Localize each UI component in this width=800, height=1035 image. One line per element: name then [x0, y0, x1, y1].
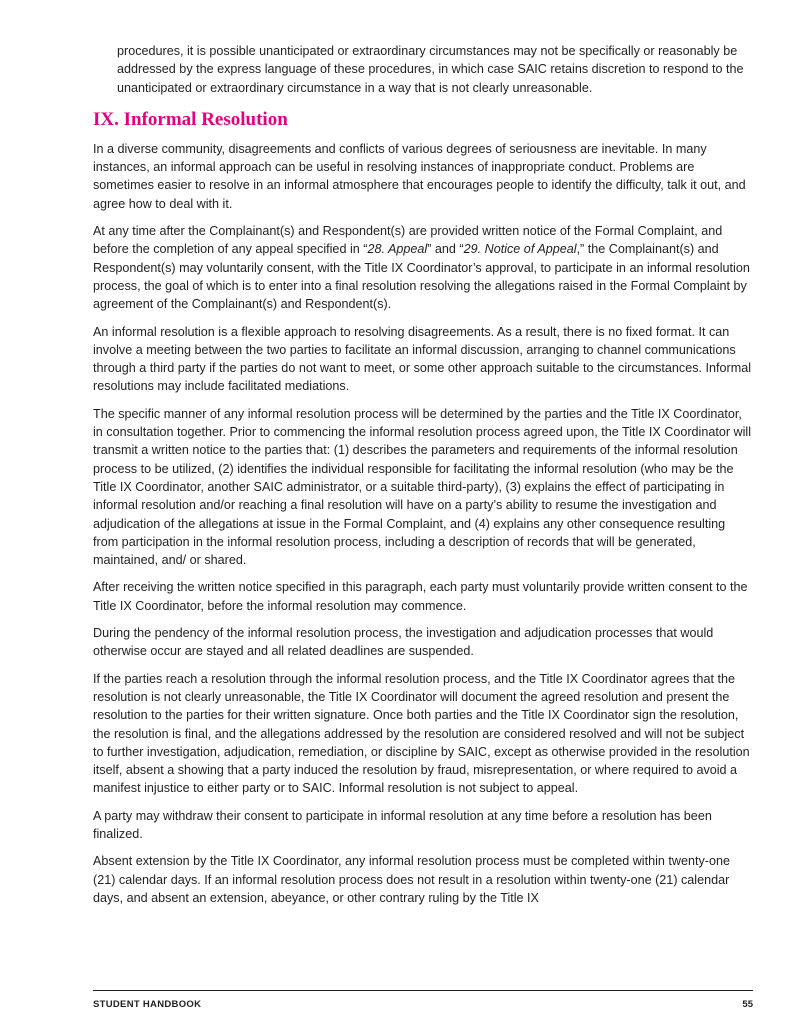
section-heading: IX. Informal Resolution: [93, 108, 288, 130]
paragraph-2-part-c: ,” the Complainant(s) and Respondent(s) may voluntarily consent, with the Title IX Coordinator’s approval, to participate in an informal resolution process, the goal of which is to enter into a final resolution resolving the allegations raised in the Formal Complaint by agreement of the Complainant(s) and Respondent(s).: [93, 242, 750, 312]
paragraph-6: During the pendency of the informal resolution process, the investigation and adjudication processes that would otherwise occur are stayed and all related deadlines are suspended.: [93, 626, 714, 659]
paragraph-4: The specific manner of any informal resolution process will be determined by the parties and the Title IX Coordinator, in consultation together. Prior to commencing the informal resolution process agreed upon, the Title IX Coordinator will transmit a written notice to the parties that: (1) describes the parameters and requirements of the informal resolution process to be utilized, (2) identifies the individual responsible for facilitating the informal resolution (who may be the Title IX Coordinator, another SAIC administrator, or a suitable third-party), (3) explains the effect of participating in informal resolution and/or reaching a final resolution will have on a party’s ability to resume the investigation and adjudication of the allegations at issue in the Formal Complaint, and (4) explains any other consequence resulting from participation in the informal resolution process, including a description of records that will be generated, maintained, and/ or shared.: [93, 406, 752, 568]
page-content: [93, 42, 753, 916]
paragraph-2-part-a: At any time after the Complainant(s) and Respondent(s) are provided written notice of the Formal Complaint, and before the completion of any appeal specified in “: [93, 224, 723, 257]
paragraph-9: Absent extension by the Title IX Coordinator, any informal resolution process must be completed within twenty-one (21) calendar days. If an informal resolution process does not result in a resolution within twenty-one (21) calendar days, and absent an extension, abeyance, or other contrary ruling by the Title IX: [93, 854, 731, 905]
paragraph-8: A party may withdraw their consent to participate in informal resolution at any time before a resolution has been finalized.: [93, 808, 712, 841]
appeal-reference: 28. Appeal: [367, 242, 428, 257]
paragraph-1: In a diverse community, disagreements and conflicts of various degrees of seriousness are inevitable. In many instances, an informal approach can be useful in resolving instances of inappropriate conduct. Problems are sometimes easier to resolve in an informal atmosphere that encourages people to identify the difficulty, talk it out, and agree how to deal with it.: [93, 141, 746, 211]
footer-title: STUDENT HANDBOOK: [93, 999, 202, 1010]
paragraph-7: If the parties reach a resolution through the informal resolution process, and the Title IX Coordinator agrees that the resolution is not clearly unreasonable, the Title IX Coordinator will document the agreed resolution and present the resolution to the parties for their written signature. Once both parties and the Title IX Coordinator sign the resolution, the resolution is final, and the allegations addressed by the resolution are considered resolved and will not be subject to further investigation, adjudication, remediation, or discipline by SAIC, except as otherwise provided in the resolution itself, absent a showing that a party induced the resolution by fraud, misrepresentation, or where required to avoid a manifest injustice to either party or to SAIC. Informal resolution is not subject to appeal.: [93, 671, 750, 796]
paragraph-2-part-b: ” and “: [427, 242, 464, 257]
footer-divider: [93, 990, 753, 991]
page-number: 55: [742, 999, 753, 1010]
paragraph-3: An informal resolution is a flexible approach to resolving disagreements. As a result, there is no fixed format. It can involve a meeting between the two parties to facilitate an informal discussion, arranging to channel communications through a third party if the parties do not want to meet, or some other approach suitable to the circumstances. Informal resolutions may include facilitated mediations.: [93, 324, 752, 394]
notice-of-appeal-reference: 29. Notice of Appeal: [463, 242, 577, 257]
paragraph-2: [93, 222, 753, 313]
intro-paragraph: procedures, it is possible unanticipated or extraordinary circumstances may not be specifically or reasonably be addressed by the express language of these procedures, in which case SAIC retains discretion to respond to the unanticipated or extraordinary circumstance in a way that is not clearly unreasonable.: [117, 44, 744, 95]
paragraph-5: After receiving the written notice specified in this paragraph, each party must voluntarily provide written consent to the Title IX Coordinator, before the informal resolution may commence.: [93, 580, 748, 613]
